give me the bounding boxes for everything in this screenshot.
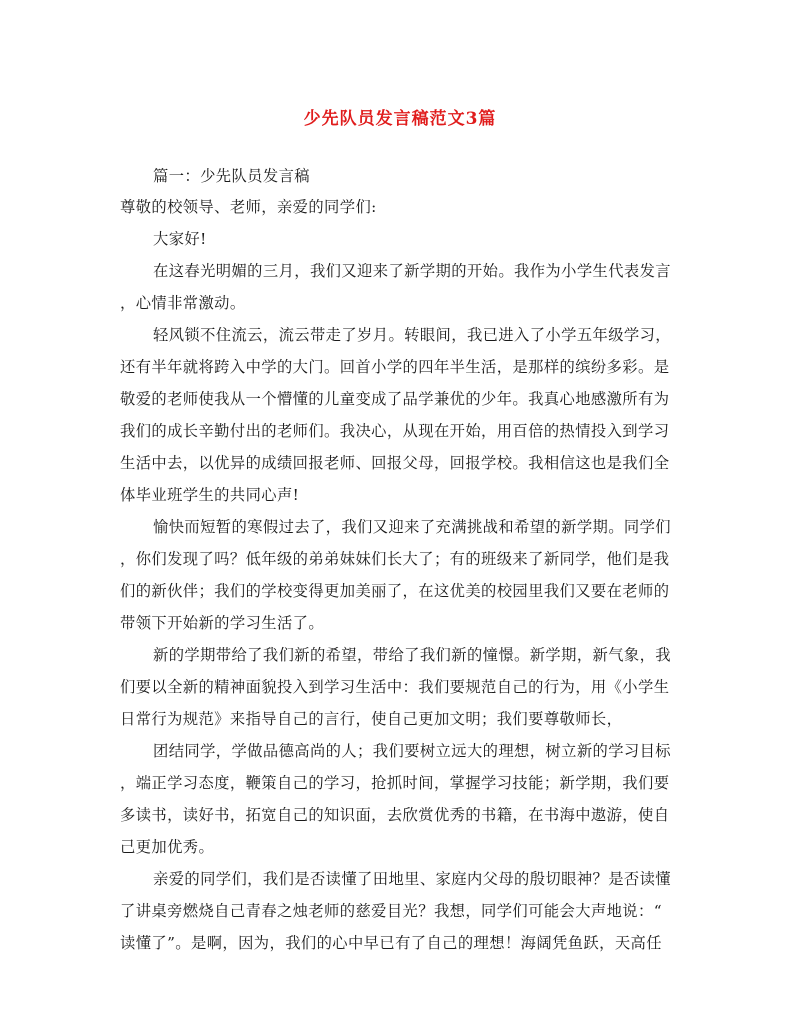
paragraph-line: 体毕业班学生的共同心声! bbox=[120, 486, 300, 504]
paragraph-line: 们的新伙伴；我们的学校变得更加美丽了，在这优美的校园里我们又要在老师的 bbox=[120, 582, 670, 600]
paragraph-line: 们要以全新的精神面貌投入到学习生活中：我们要规范自己的行为，用《小学生 bbox=[120, 678, 670, 696]
paragraph-line: 团结同学，学做品德高尚的人；我们要树立远大的理想，树立新的学习目标 bbox=[153, 742, 671, 760]
paragraph-line: 在这春光明媚的三月，我们又迎来了新学期的开始。我作为小学生代表发言 bbox=[153, 262, 671, 280]
paragraph-line: 轻风锁不住流云，流云带走了岁月。转眼间，我已进入了小学五年级学习， bbox=[153, 326, 671, 344]
paragraph-line: 亲爱的同学们，我们是否读懂了田地里、家庭内父母的殷切眼神？是否读懂 bbox=[153, 870, 671, 888]
document-title: 少先队员发言稿范文3篇 bbox=[303, 109, 497, 129]
paragraph-line: ，心情非常激动。 bbox=[120, 294, 246, 312]
paragraph-line: ，端正学习态度，鞭策自己的学习，抢抓时间，掌握学习技能；新学期，我们要 bbox=[120, 774, 670, 792]
paragraph-line: 读懂了”。是啊，因为，我们的心中早已有了自己的理想！海阔凭鱼跃，天高任 bbox=[120, 934, 662, 952]
paragraph-line: 带领下开始新的学习生活了。 bbox=[120, 614, 325, 632]
salutation: 尊敬的校领导、老师，亲爱的同学们: bbox=[120, 198, 377, 216]
paragraph-line: ，你们发现了吗？低年级的弟弟妹妹们长大了；有的班级来了新同学，他们是我 bbox=[120, 550, 670, 568]
section-heading: 篇一：少先队员发言稿 bbox=[153, 167, 310, 185]
paragraph-line: 日常行为规范》来指导自己的言行，使自己更加文明；我们要尊敬师长， bbox=[120, 710, 623, 728]
paragraph-line: 新的学期带给了我们新的希望，带给了我们新的憧憬。新学期，新气象，我 bbox=[153, 646, 671, 664]
paragraph-line: 敬爱的老师使我从一个懵懂的儿童变成了品学兼优的少年。我真心地感激所有为 bbox=[120, 390, 670, 408]
paragraph-line: 还有半年就将跨入中学的大门。回首小学的四年半生活，是那样的缤纷多彩。是 bbox=[120, 358, 670, 376]
paragraph-line: 了讲桌旁燃烧自己青春之烛老师的慈爱目光？我想，同学们可能会大声地说：“ bbox=[120, 902, 662, 920]
greeting: 大家好! bbox=[153, 230, 207, 248]
paragraph-line: 多读书，读好书，拓宽自己的知识面，去欣赏优秀的书籍，在书海中遨游，使自 bbox=[120, 806, 670, 824]
paragraph-line: 愉快而短暂的寒假过去了，我们又迎来了充满挑战和希望的新学期。同学们 bbox=[153, 518, 671, 536]
paragraph-line: 己更加优秀。 bbox=[120, 838, 215, 856]
paragraph-line: 我们的成长辛勤付出的老师们。我决心，从现在开始，用百倍的热情投入到学习 bbox=[120, 422, 670, 440]
paragraph-line: 生活中去，以优异的成绩回报老师、回报父母，回报学校。我相信这也是我们全 bbox=[120, 454, 670, 472]
